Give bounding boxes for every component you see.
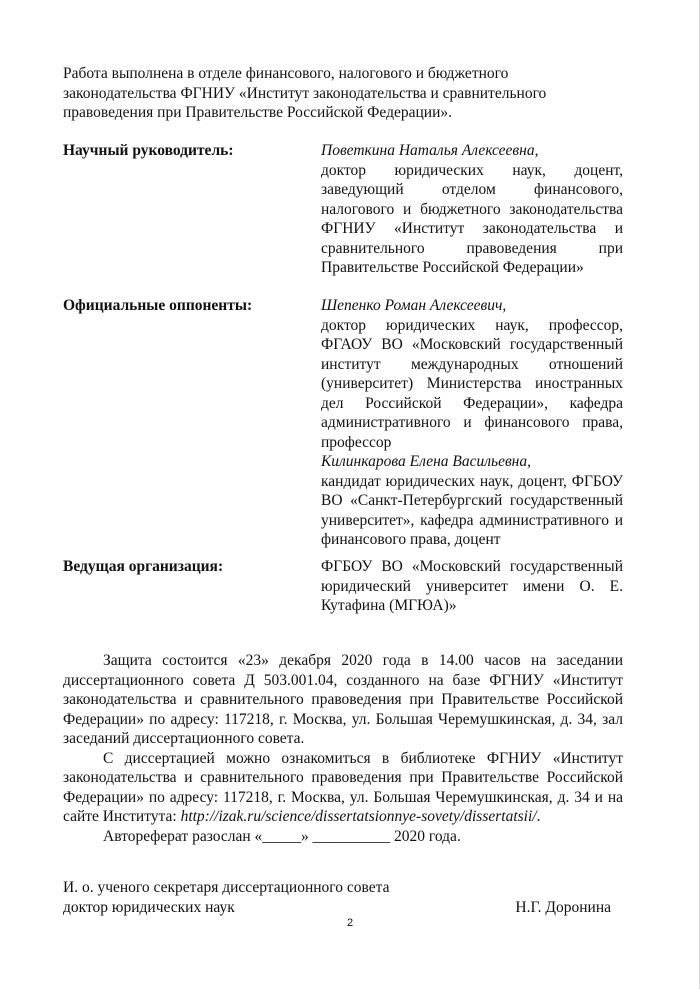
supervisor-name: Поветкина Наталья Алексеевна,	[321, 142, 539, 159]
supervisor-info	[321, 141, 623, 278]
signature-block	[63, 878, 623, 917]
mailed-paragraph: Автореферат разослан «_____» __________ 2020 года.	[103, 827, 461, 845]
page-number: 2	[346, 917, 354, 929]
supervisor-label: Научный руководитель:	[63, 142, 234, 159]
opponents-label: Официальные оппоненты:	[63, 297, 253, 314]
opponent-1-details: доктор юридических наук, профессор, ФГАОУ ВО «Московский государственный институт международных отношений (университет) Министерства иностранных дел Российской Федерации», кафедра административного и финансового права, профессор	[321, 316, 623, 451]
leading-org-details: ФГБОУ ВО «Московский государственный юридический университет имени О. Е. Кутафина (МГЮА)»	[321, 558, 623, 614]
opponent-2-name: Килинкарова Елена Васильевна,	[321, 453, 531, 470]
opponent-1-name: Шепенко Роман Алексеевич,	[321, 297, 507, 314]
signature-title: И. о. ученого секретаря диссертационного совета	[63, 879, 390, 896]
opponents-info	[321, 296, 623, 550]
signature-degree: доктор юридических наук	[63, 898, 235, 916]
institute-url[interactable]: http://izak.ru/science/dissertatsionnye-sovety/dissertatsii/	[180, 808, 537, 825]
leading-org-info	[321, 557, 623, 616]
intro-paragraph	[63, 64, 623, 123]
opponent-2-details: кандидат юридических наук, доцент, ФГБОУ ВО «Санкт-Петербургский государственный университет», кафедра административного и финансового права, доцент	[321, 472, 623, 548]
library-end: .	[536, 808, 541, 825]
defense-paragraph: Защита состоится «23» декабря 2020 года в 14.00 часов на заседании диссертационного совета Д 503.001.04, созданного на базе ФГНИУ «Институт законодательства и сравнительного правоведения при Правительстве Российской Федерации» по адресу: 117218, г. Москва, ул. Большая Черемушкинская, д. 34, зал заседаний диссертационного совета.	[63, 652, 623, 747]
library-text: С диссертацией можно ознакомиться в библиотеке ФГНИУ «Институт законодательства и сравнительного правоведения при Правительстве Российской Федерации» по адресу: 117218, г. Москва, ул. Большая Черемушкинская, д. 34 и на сайте Института:	[63, 749, 623, 825]
signature-name: Н.Г. Доронина	[515, 898, 611, 916]
library-paragraph	[63, 749, 623, 827]
defense-info-block	[63, 651, 623, 846]
supervisor-details: доктор юридических наук, доцент, заведующий отделом финансового, налогового и бюджетного законодательства ФГНИУ «Институт законодательства и сравнительного правоведения при Правительстве Российской Федерации»	[321, 161, 623, 276]
signature-row	[63, 898, 623, 918]
leading-org-label: Ведущая организация:	[63, 558, 224, 575]
intro-text: Работа выполнена в отделе финансового, налогового и бюджетного законодательства ФГНИУ «Институт законодательства и сравнительного правоведения при Правительстве Российской Федерации».	[63, 65, 547, 121]
